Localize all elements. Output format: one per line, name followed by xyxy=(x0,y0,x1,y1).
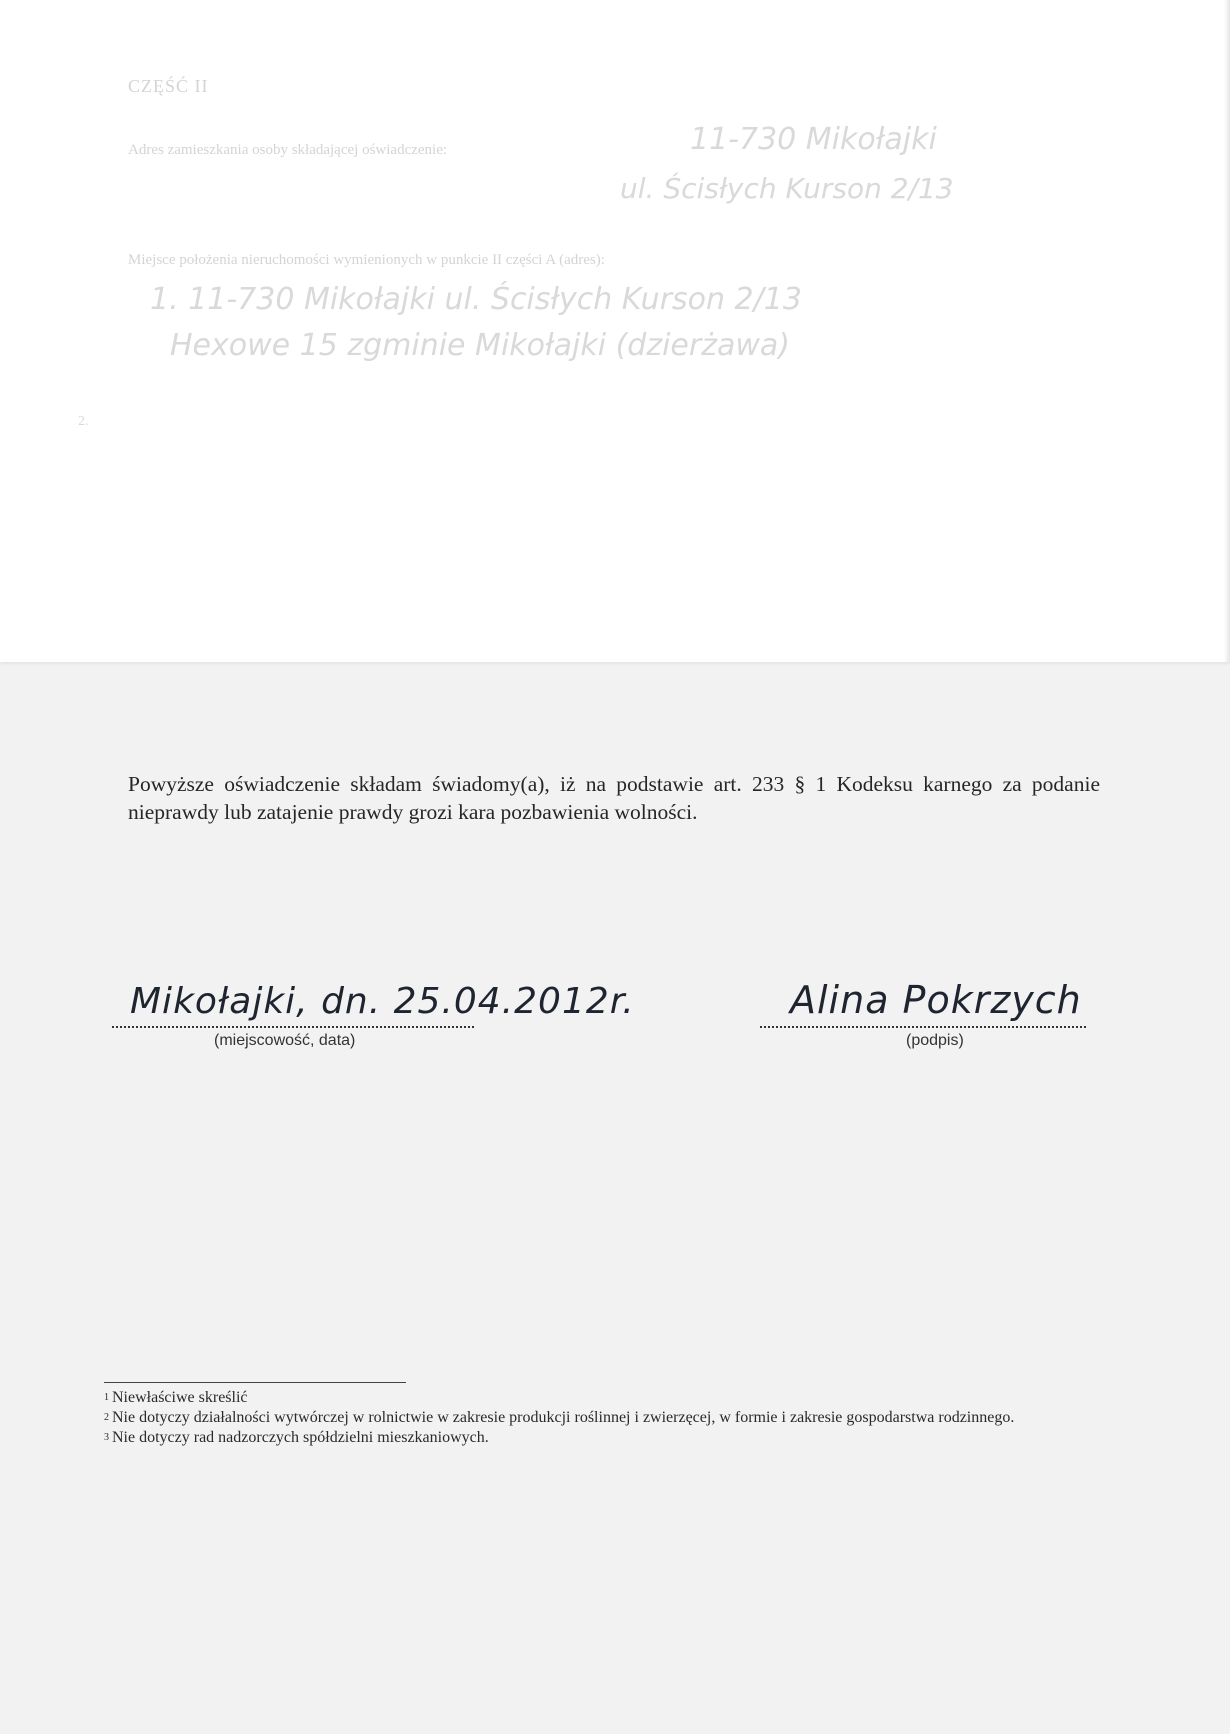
signature-caption: (podpis) xyxy=(906,1032,964,1049)
footnote-text: Niewłaściwe skreślić xyxy=(112,1389,248,1406)
handwritten-signature: Alina Pokrzych xyxy=(790,978,1082,1022)
footnotes xyxy=(104,1388,1064,1448)
footnote-1 xyxy=(104,1388,1064,1408)
signature-block xyxy=(760,958,1086,1050)
faded-heading: CZĘŚĆ II xyxy=(128,76,209,96)
place-date-caption: (miejscowość, data) xyxy=(214,1032,356,1049)
footnote-marker: 1 xyxy=(104,1392,109,1403)
legal-statement: Powyższe oświadczenie składam świadomy(a), iż na podstawie art. 233 § 1 Kodeksu karnego za podanie nieprawdy lub zatajenie prawdy grozi kara pozbawienia wolności. xyxy=(128,772,1100,824)
faded-handwriting-property-2: Hexowe 15 zgminie Mikołajki (dzierżawa) xyxy=(170,328,790,363)
footnote-text: Nie dotyczy działalności wytwórczej w rolnictwie w zakresie produkcji roślinnej i zwierzęcej, w formie i zakresie gospodarstwa rodzinnego. xyxy=(112,1409,1015,1426)
handwritten-place-date: Mikołajki, dn. 25.04.2012r. xyxy=(130,981,635,1022)
place-date-signature-block xyxy=(112,958,635,1050)
background-sheet xyxy=(0,0,1230,662)
place-date-dotted-line xyxy=(112,958,635,1028)
footnote-2 xyxy=(104,1408,1064,1428)
footnote-marker: 3 xyxy=(104,1432,109,1443)
faded-property-label: Miejsce położenia nieruchomości wymienionych w punkcie II części A (adres): xyxy=(128,252,605,268)
faded-handwriting-city: 11-730 Mikołajki xyxy=(690,122,937,157)
faded-handwriting-property-1: 1. 11-730 Mikołajki ul. Ścisłych Kurson 2/13 xyxy=(150,282,802,317)
sheet-edge xyxy=(1224,0,1230,662)
footnote-3 xyxy=(104,1428,1064,1448)
footnote-separator xyxy=(104,1382,406,1383)
faded-item-number: 2. xyxy=(78,414,89,429)
footnote-marker: 2 xyxy=(104,1412,109,1423)
faded-handwriting-street: ul. Ścisłych Kurson 2/13 xyxy=(620,172,954,205)
signature-dotted-line xyxy=(760,958,1086,1028)
faded-address-label: Adres zamieszkania osoby składającej oświadczenie: xyxy=(128,142,448,158)
footnote-text: Nie dotyczy rad nadzorczych spółdzielni mieszkaniowych. xyxy=(112,1429,489,1446)
